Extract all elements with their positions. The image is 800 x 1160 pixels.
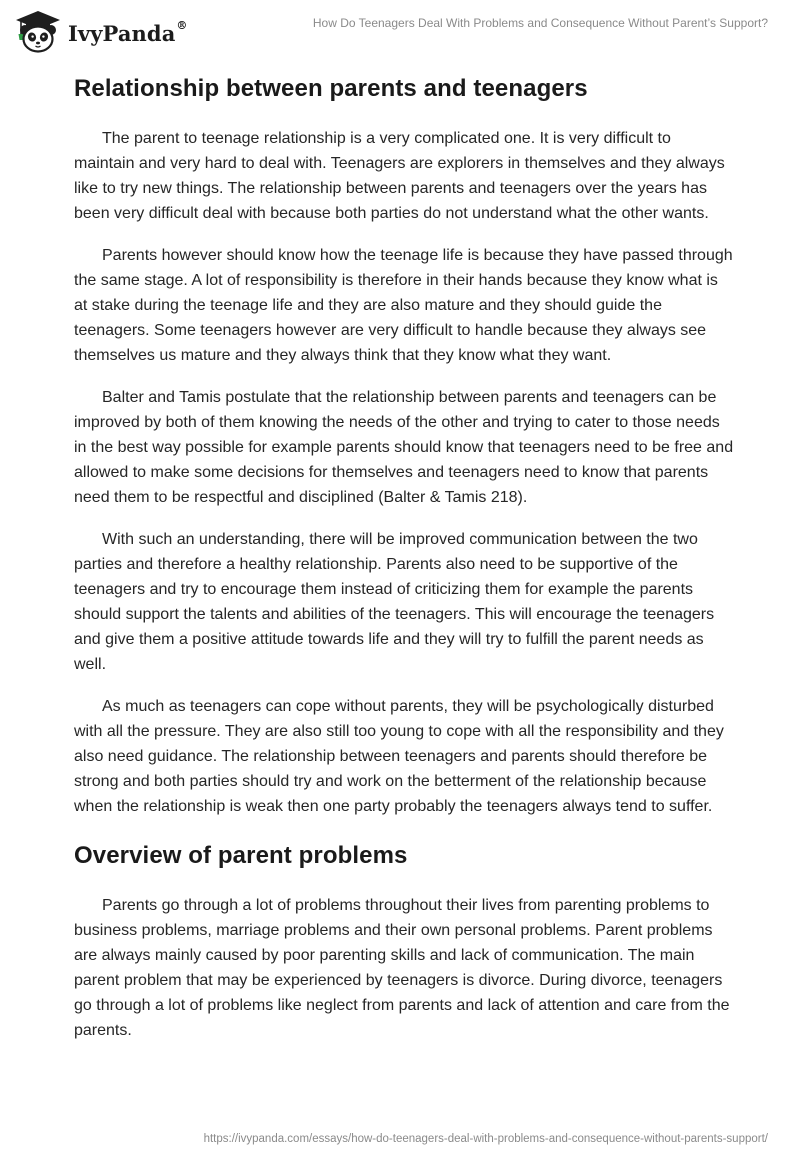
- document-title: How Do Teenagers Deal With Problems and Consequence Without Parent’s Support?: [312, 16, 768, 30]
- paragraph: The parent to teenage relationship is a very complicated one. It is very difficult to maintain and very hard to deal with. Teenagers are explorers in themselves and they always like to try new things. The relationship between parents and teenagers over the years has been very difficult deal with because both parties do not understand what the other wants.: [74, 130, 725, 222]
- registered-mark: ®: [176, 18, 188, 32]
- paragraph: As much as teenagers can cope without parents, they will be psychologically disturbed with all the pressure. They are also still too young to cope with all the responsibility and they also need guidance. The relationship between teenagers and parents should therefore be strong and both parties should try and work on the betterment of the relationship because when the relationship is weak then one party probably the teenagers always tend to suffer.: [74, 698, 724, 815]
- paragraph: Parents go through a lot of problems throughout their lives from parenting problems to business problems, marriage problems and their own personal problems. Parent problems are always mainly caused by poor parenting skills and lack of communication. The main parent problem that may be experienced by teenagers is divorce. During divorce, teenagers go through a lot of problems like neglect from parents and lack of attention and care from the parents.: [74, 897, 730, 1039]
- paragraph: With such an understanding, there will be improved communication between the two parties and therefore a healthy relationship. Parents also need to be supportive of the teenagers and try to encourage them instead of criticizing them for example the parents should support the talents and abilities of the teenagers. This will encourage the teenagers and give them a positive attitude towards life and they will try to fulfill the parent needs as well.: [74, 531, 715, 673]
- logo-text: IvyPanda®: [68, 18, 188, 46]
- source-url[interactable]: https://ivypanda.com/essays/how-do-teenagers-deal-with-problems-and-consequence-without-parents-support/: [203, 1133, 768, 1145]
- panda-graduate-icon: [12, 8, 64, 54]
- ivypanda-logo[interactable]: [12, 8, 188, 54]
- essay-content: [74, 72, 734, 1060]
- page-header: [0, 0, 800, 60]
- section-heading: Overview of parent problems: [74, 842, 408, 869]
- section-heading: Relationship between parents and teenagers: [74, 75, 588, 102]
- paragraph: Balter and Tamis postulate that the relationship between parents and teenagers can be improved by both of them knowing the needs of the other and trying to cater to those needs in the best way possible for example parents should know that teenagers need to be free and allowed to make some decisions for themselves and teenagers need to know that parents need them to be respectful and disciplined (Balter & Tamis 218).: [74, 389, 734, 506]
- paragraph: Parents however should know how the teenage life is because they have passed through the same stage. A lot of responsibility is therefore in their hands because they know what is at stake during the teenage life and they are also mature and they should guide the teenagers. Some teenagers however are very difficult to handle because they always see themselves us mature and they always think that they know what they want.: [74, 247, 733, 364]
